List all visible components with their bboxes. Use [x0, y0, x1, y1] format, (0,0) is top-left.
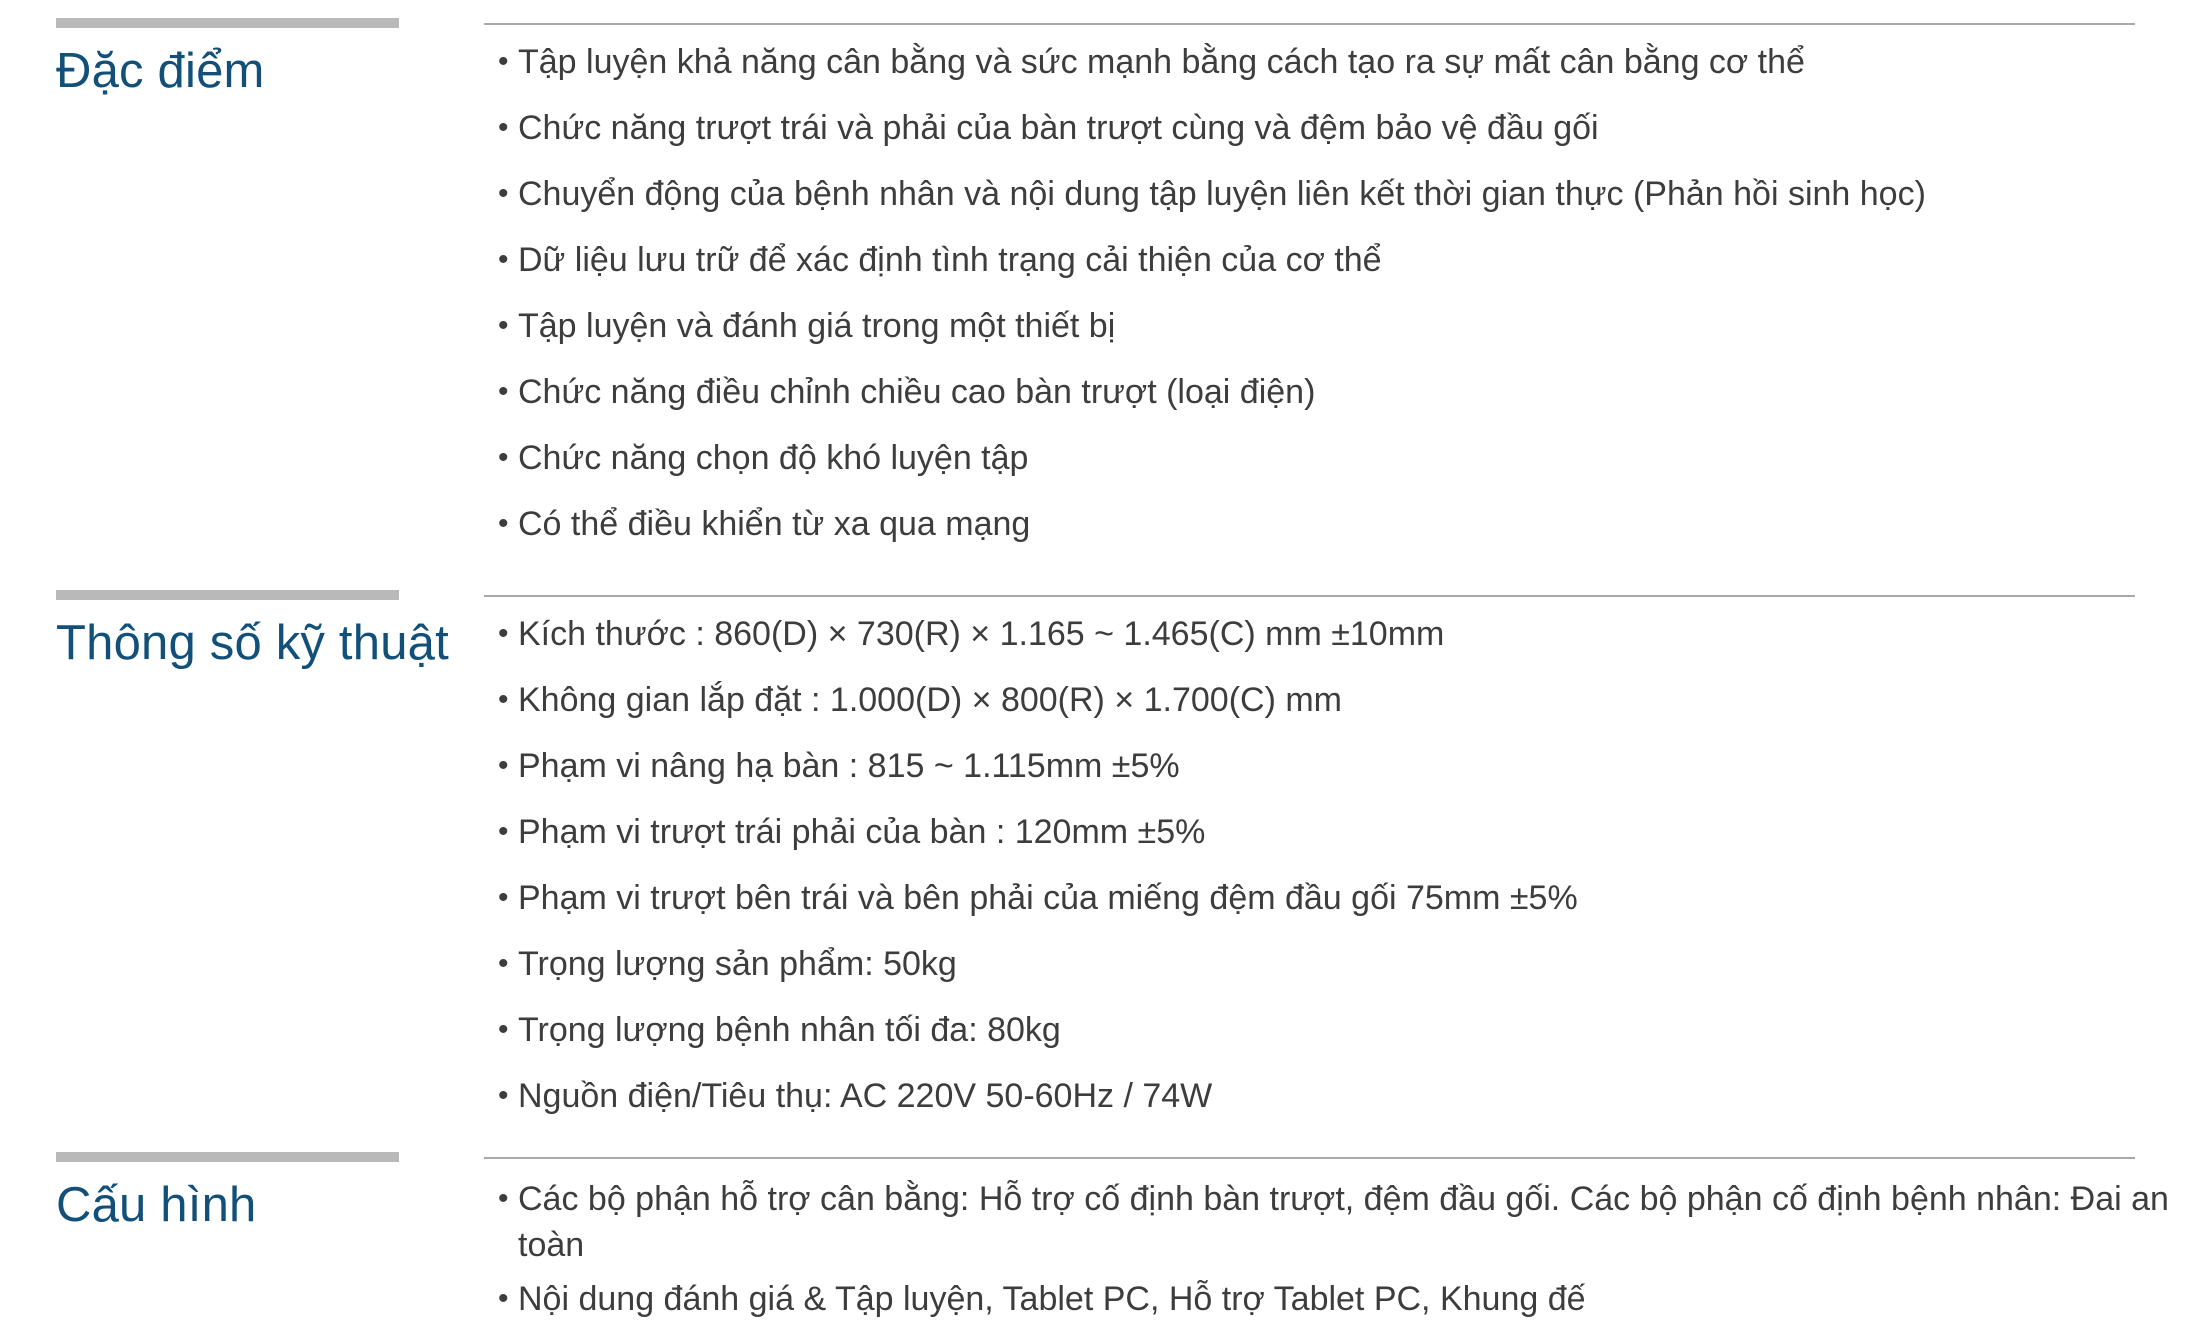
list-item: • Không gian lắp đặt : 1.000(D) × 800(R) × 1.700(C) mm — [498, 681, 1342, 719]
heading-accent-bar — [56, 18, 399, 28]
heading-accent-bar — [56, 1152, 399, 1162]
bullet-icon: • — [498, 815, 509, 848]
list-item: • Phạm vi trượt trái phải của bàn : 120mm ±5% — [498, 813, 1206, 851]
list-item: • Trọng lượng bệnh nhân tối đa: 80kg — [498, 1011, 1061, 1049]
list-item: • Phạm vi trượt bên trái và bên phải của miếng đệm đầu gối 75mm ±5% — [498, 879, 1578, 917]
bullet-icon: • — [498, 749, 509, 782]
bullet-icon: • — [498, 507, 509, 540]
list-item: • Các bộ phận hỗ trợ cân bằng: Hỗ trợ cố định bàn trượt, đệm đầu gối. Các bộ phận cố định bệnh nhân: Đai an toàn — [498, 1176, 2178, 1268]
bullet-icon: • — [498, 881, 509, 914]
section-heading-specifications: Thông số kỹ thuật — [56, 616, 449, 670]
section-divider — [484, 1157, 2135, 1159]
bullet-icon: • — [498, 683, 509, 716]
list-item: • Tập luyện và đánh giá trong một thiết bị — [498, 307, 1116, 345]
bullet-icon: • — [498, 243, 509, 276]
bullet-icon: • — [498, 1013, 509, 1046]
list-item: • Chức năng chọn độ khó luyện tập — [498, 439, 1029, 477]
bullet-icon: • — [498, 177, 509, 210]
list-item: • Nội dung đánh giá & Tập luyện, Tablet PC, Hỗ trợ Tablet PC, Khung đế — [498, 1276, 2178, 1322]
bullet-icon: • — [498, 1182, 509, 1215]
bullet-icon: • — [498, 947, 509, 980]
heading-accent-bar — [56, 590, 399, 600]
specifications-list — [498, 614, 2178, 1142]
section-divider — [484, 595, 2135, 597]
bullet-icon: • — [498, 45, 509, 78]
section-heading-features: Đặc điểm — [56, 44, 265, 98]
section-heading-configuration: Cấu hình — [56, 1178, 257, 1232]
bullet-icon: • — [498, 309, 509, 342]
list-item: • Nguồn điện/Tiêu thụ: AC 220V 50-60Hz / 74W — [498, 1077, 1213, 1115]
list-item: • Chức năng điều chỉnh chiều cao bàn trượt (loại điện) — [498, 373, 1316, 411]
list-item: • Chuyển động của bệnh nhân và nội dung tập luyện liên kết thời gian thực (Phản hồi sinh học) — [498, 175, 1926, 213]
bullet-icon: • — [498, 1282, 509, 1315]
section-divider — [484, 23, 2135, 25]
list-item: • Kích thước : 860(D) × 730(R) × 1.165 ~ 1.465(C) mm ±10mm — [498, 615, 1445, 653]
bullet-icon: • — [498, 111, 509, 144]
bullet-icon: • — [498, 1079, 509, 1112]
features-list — [498, 42, 2178, 570]
list-item: • Chức năng trượt trái và phải của bàn trượt cùng và đệm bảo vệ đầu gối — [498, 109, 1599, 147]
list-item: • Có thể điều khiển từ xa qua mạng — [498, 505, 1031, 543]
list-item: • Phạm vi nâng hạ bàn : 815 ~ 1.115mm ±5% — [498, 747, 1180, 785]
list-item: • Dữ liệu lưu trữ để xác định tình trạng cải thiện của cơ thể — [498, 241, 1382, 279]
bullet-icon: • — [498, 375, 509, 408]
bullet-icon: • — [498, 617, 509, 650]
configuration-list — [498, 1176, 2178, 1330]
list-item: • Tập luyện khả năng cân bằng và sức mạnh bằng cách tạo ra sự mất cân bằng cơ thể — [498, 43, 1805, 81]
bullet-icon: • — [498, 441, 509, 474]
list-item: • Trọng lượng sản phẩm: 50kg — [498, 945, 957, 983]
